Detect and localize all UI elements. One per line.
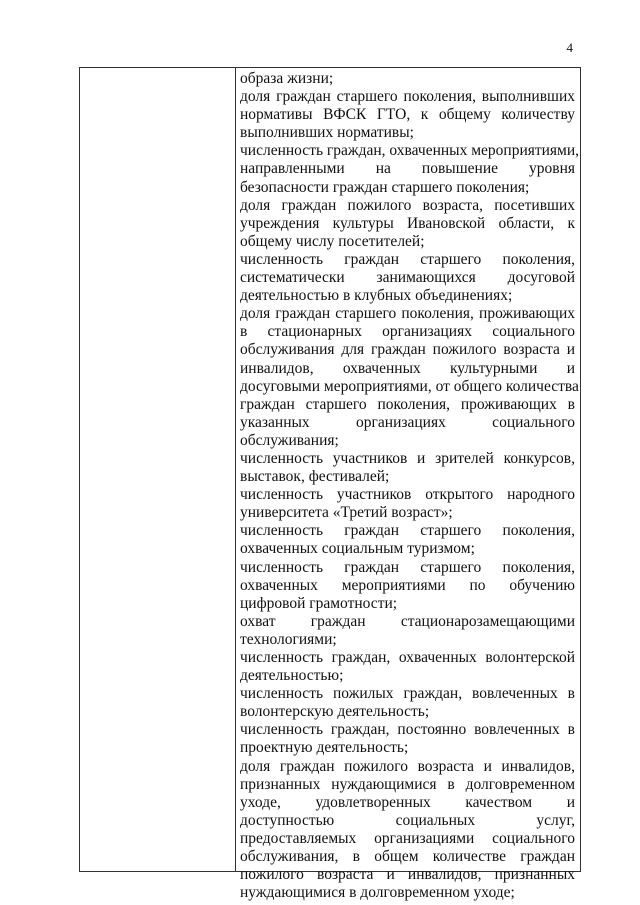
page-number: 4 [566,40,573,55]
text-line: охваченных мероприятиями по обучению [240,576,575,594]
text-line: численность граждан старшего поколения, [240,522,575,540]
text-line: численность пожилых граждан, вовлеченных в [240,685,575,703]
text-line: нуждающимися в долговременном уходе; [240,884,515,902]
document-table [79,67,581,902]
text-line: университета «Третий возраст»; [240,504,453,522]
text-line: обслуживания для граждан пожилого возраста и [240,341,575,359]
text-line: безопасности граждан старшего поколения; [240,178,530,196]
text-line: нормативы ВФСК ГТО, к общему количеству [240,106,575,124]
text-line: доступностью социальных услуг, [240,811,575,829]
text-line: доля граждан пожилого возраста, посетивших [240,196,575,214]
text-line: признанных нуждающимися в долговременном [240,775,575,793]
text-line: численность участников открытого народного [240,486,575,504]
table-right-cell [240,70,580,902]
text-line: обслуживания; [240,431,339,449]
text-line: образа жизни; [240,70,334,87]
text-line: доля граждан старшего поколения, проживающих [240,305,575,323]
text-line: охват граждан стационарозамещающими [240,612,575,630]
text-line: деятельностью в клубных объединениях; [240,287,513,305]
text-line: инвалидов, охваченных культурными и [240,359,575,377]
text-line: общему числу посетителей; [240,232,425,250]
text-line: учреждения культуры Ивановской области, к [240,214,575,232]
text-line: уходе, удовлетворенных качеством и [240,793,575,811]
text-line: выставок, фестивалей; [240,468,390,486]
text-line: в стационарных организациях социального [240,323,575,341]
text-line: систематически занимающихся досуговой [240,269,575,287]
text-line: волонтерскую деятельность; [240,703,430,721]
text-line: численность граждан, постоянно вовлеченных в [240,721,575,739]
text-line: выполнивших нормативы; [240,124,414,142]
text-line: деятельностью; [240,667,344,685]
text-line: предоставляемых организациями социального [240,829,575,847]
text-line: пожилого возраста и инвалидов, признанных [240,866,575,884]
text-line: численность граждан старшего поколения, [240,250,575,268]
text-line: охваченных социальным туризмом; [240,540,475,558]
text-line: численность граждан старшего поколения, [240,558,575,576]
text-line: цифровой грамотности; [240,594,398,612]
text-line: досуговыми мероприятиями, от общего количества [240,377,579,395]
text-line: граждан старшего поколения, проживающих в [240,395,575,413]
table-left-cell [80,68,236,871]
text-line: численность граждан, охваченных мероприятиями, [240,142,580,160]
text-line: направленными на повышение уровня [240,160,575,178]
text-line: указанных организациях социального [240,413,575,431]
text-line: доля граждан пожилого возраста и инвалидов, [240,757,575,775]
text-line: численность граждан, охваченных волонтерской [240,649,575,666]
text-line: проектную деятельность; [240,739,409,757]
text-line: технологиями; [240,630,337,648]
text-line: численность участников и зрителей конкурсов, [240,449,575,467]
text-line: доля граждан старшего поколения, выполнивших [240,88,575,106]
text-line: обслуживания, в общем количестве граждан [240,848,575,866]
